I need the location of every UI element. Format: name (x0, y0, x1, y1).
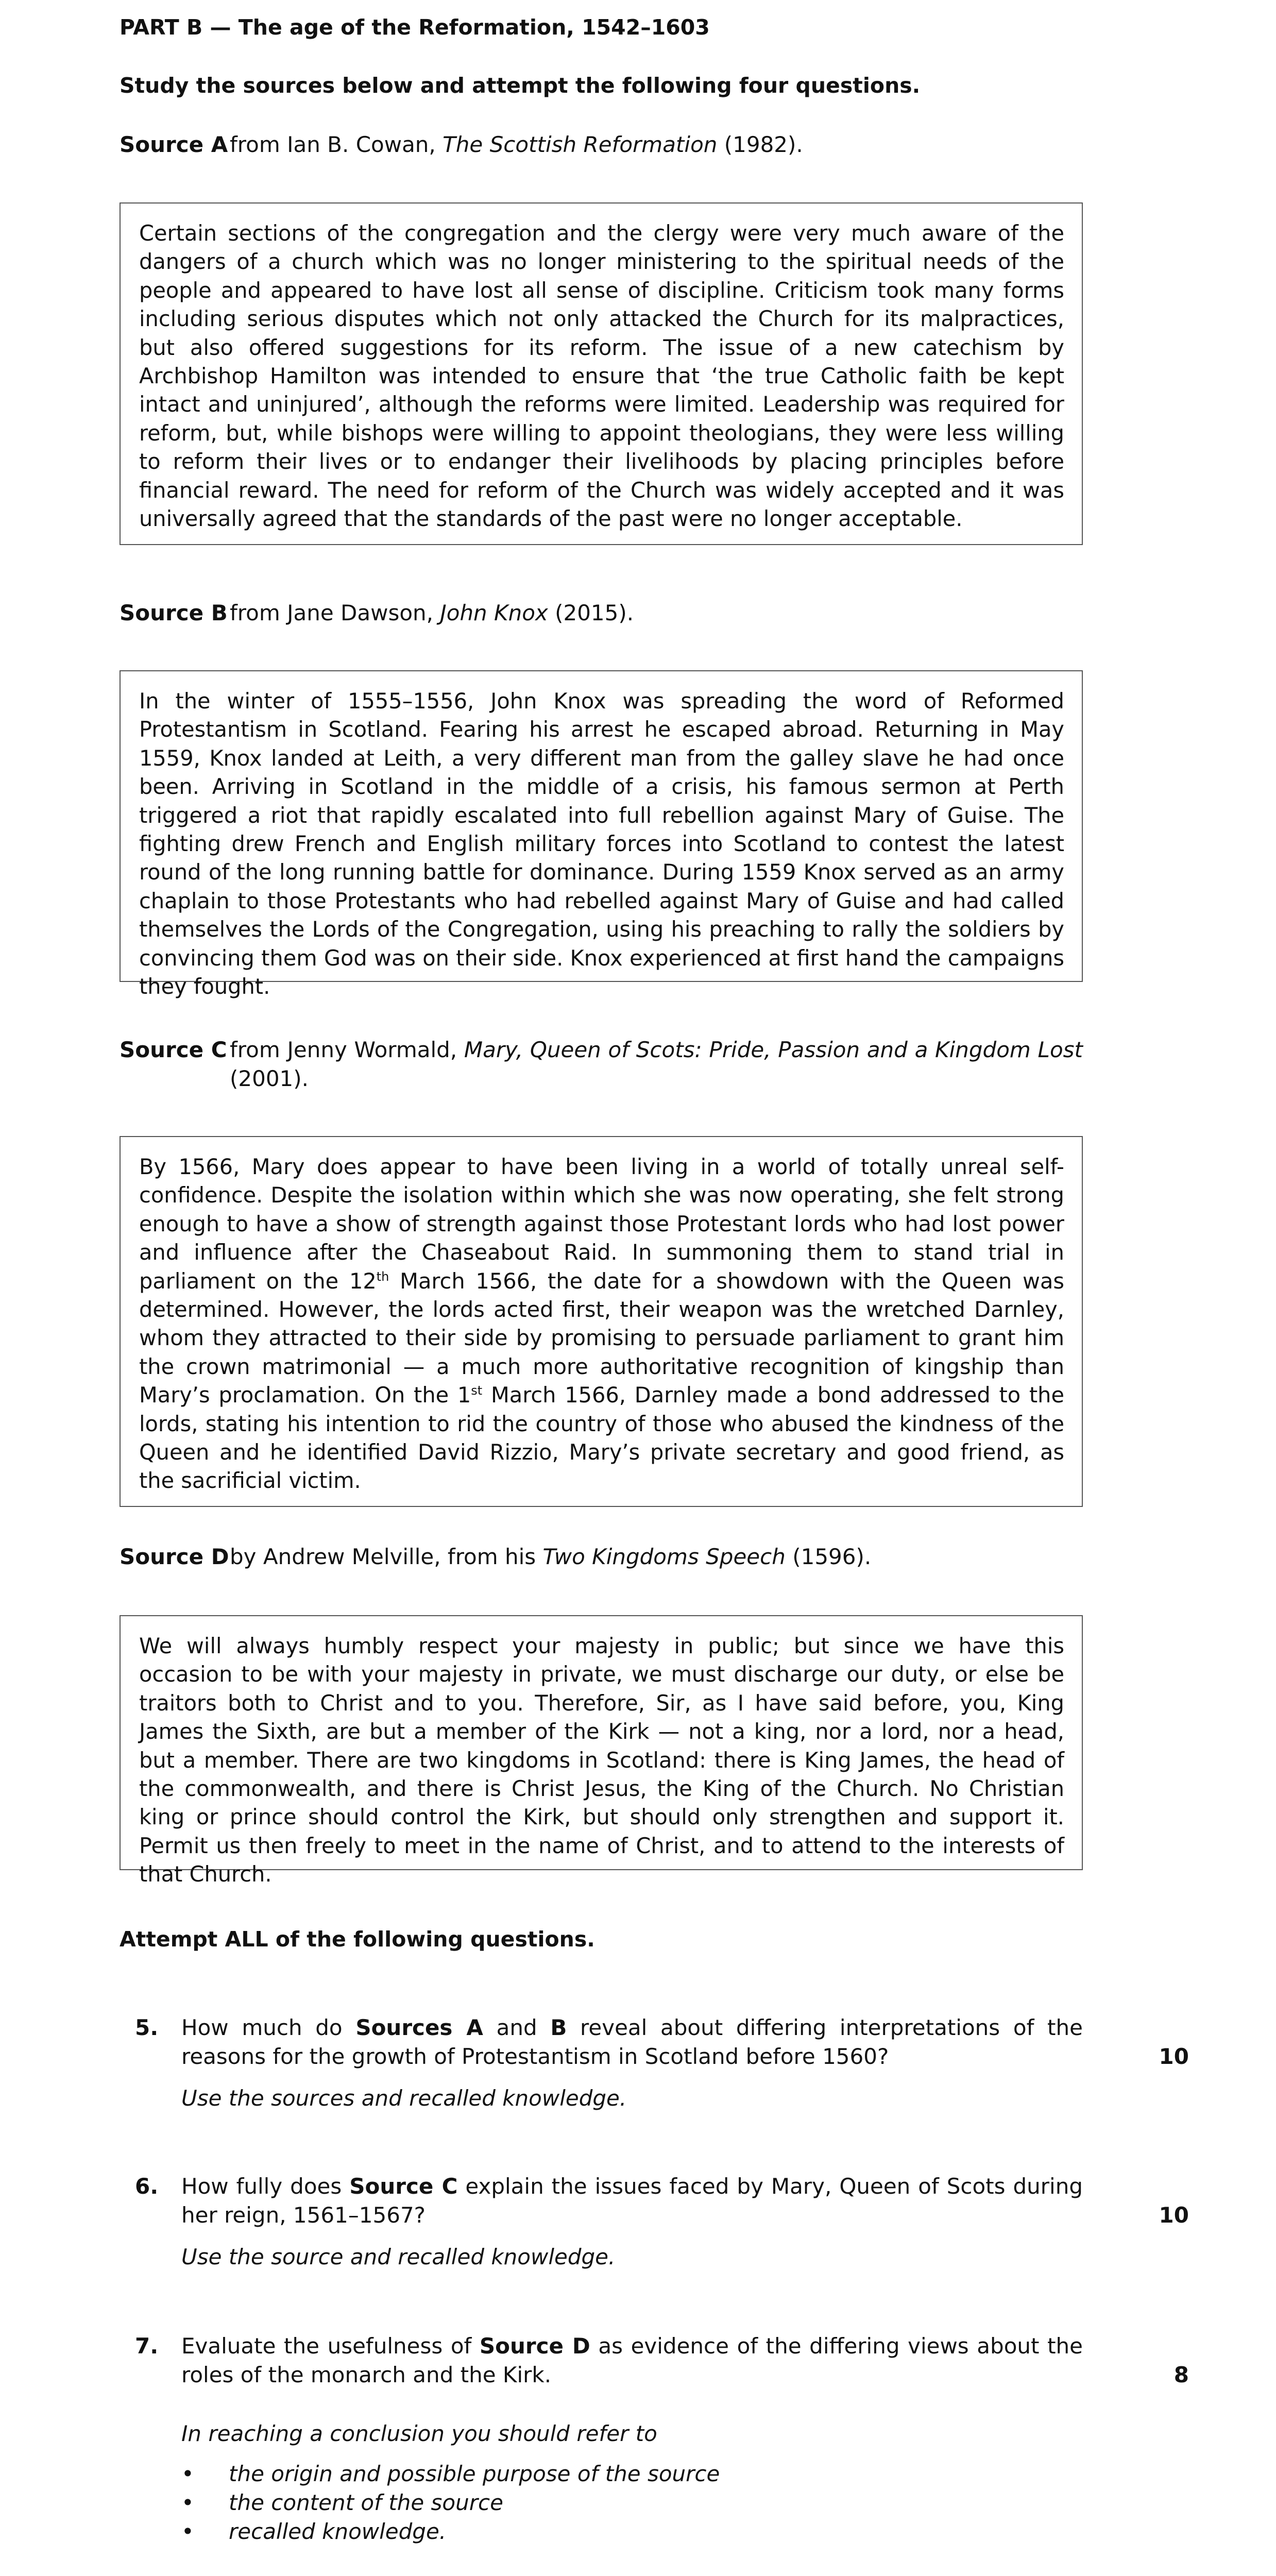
source-d-text: We will always humbly respect your majesty in public; but since we have this occasion to be with your majesty in private, we must discharge our duty, or else be traitors both to Christ and to you. Therefore, Sir, as I have said before, you, King James the Sixth, are but a member of the Kirk — not a king, nor a lord, nor a head, but a member. There are two kingdoms in Scotland: there is King James, the head of the commonwealth, and there is Christ Jesus, the King of the Church. No Christian king or prince should control the Kirk, but should only strengthen and support it. Permit us then freely to meet in the name of Christ, and to attend to the interests of that Church. (139, 1633, 1064, 1887)
question-6-note: Use the source and recalled knowledge. (181, 2244, 616, 2269)
source-a-box (120, 202, 1083, 545)
question-6-marks: 10 (1159, 2202, 1189, 2228)
source-d-label: Source D (120, 1544, 229, 1569)
source-b-label: Source B (120, 600, 228, 625)
question-5-marks: 10 (1159, 2044, 1189, 2069)
question-6-number: 6. (135, 2174, 159, 2199)
section-title: PART B — The age of the Reformation, 1542–1603 (120, 15, 710, 40)
question-7-bullet: • recalled knowledge. (181, 2517, 1057, 2546)
source-c-box (120, 1136, 1083, 1507)
question-5-number: 5. (135, 2015, 159, 2040)
source-c-attribution: Source C from Jenny Wormald, Mary, Queen of Scots: Pride, Passion and a Kingdom Lost (2001). (120, 1036, 1083, 1093)
question-7-bullet: • the content of the source (181, 2488, 1057, 2517)
question-7-note: In reaching a conclusion you should refer to (181, 2421, 657, 2446)
source-a-label: Source A (120, 132, 228, 157)
question-7-number: 7. (135, 2333, 159, 2359)
question-7-bullets (181, 2460, 1057, 2546)
source-b-box (120, 670, 1083, 999)
source-c-work: Mary, Queen of Scots: Pride, Passion and a Kingdom Lost (464, 1037, 1083, 1062)
source-b-text: In the winter of 1555–1556, John Knox was spreading the word of Reformed Protestantism in Scotland. Fearing his arrest he escaped abroad. Returning in May 1559, Knox landed at Leith, a very different man from the galley slave he had once been. Arriving in Scotland in the middle of a crisis, his famous sermon at Perth triggered a riot that rapidly escalated into full rebellion against Mary of Guise. The fighting drew French and English military forces into Scotland to contest the latest round of the long running battle for dominance. During 1559 Knox served as an army chaplain to those Protestants who had rebelled against Mary of Guise and had called themselves the Lords of the Congregation, using his preaching to rally the soldiers by convincing them God was on their side. Knox experienced at first hand the campaigns they fought. (139, 688, 1064, 999)
source-d-box (120, 1615, 1083, 1887)
source-a-attribution: Source Afrom Ian B. Cowan, The Scottish Reformation (1982). (120, 130, 1083, 159)
source-d-attribution: Source Dby Andrew Melville, from his Two Kingdoms Speech (1596). (120, 1543, 1083, 1571)
question-6-text: How fully does Source C explain the issues faced by Mary, Queen of Scots during her reign, 1561–1567? (181, 2174, 1083, 2228)
question-7-text: Evaluate the usefulness of Source D as evidence of the differing views about the roles of the monarch and the Kirk. (181, 2333, 1083, 2387)
source-a-work: The Scottish Reformation (443, 132, 718, 157)
source-a-text: Certain sections of the congregation and the clergy were very much aware of the dangers of a church which was no longer ministering to the spiritual needs of the people and appeared to have lost all sense of discipline. Criticism took many forms including serious disputes which not only attacked the Church for its malpractices, but also offered suggestions for its reform. The issue of a new catechism by Archbishop Hamilton was intended to ensure that ‘the true Catholic faith be kept intact and uninjured’, although the reforms were limited. Leadership was required for reform, but, while bishops were willing to appoint theologians, they were less willing to reform their lives or to endanger their livelihoods by placing principles before financial reward. The need for reform of the Church was widely accepted and it was universally agreed that the standards of the past were no longer acceptable. (139, 221, 1064, 532)
question-7-marks: 8 (1173, 2362, 1189, 2387)
question-5-note: Use the sources and recalled knowledge. (181, 2086, 627, 2111)
source-b-attribution: Source B from Jane Dawson, John Knox (2015). (120, 599, 1083, 628)
question-5-text: How much do Sources A and B reveal about differing interpretations of the reasons for the growth of Protestantism in Scotland before 1560? (181, 2015, 1083, 2069)
questions-heading: Attempt ALL of the following questions. (120, 1927, 595, 1952)
source-c-label: Source C (120, 1037, 227, 1062)
source-c-text: By 1566, Mary does appear to have been living in a world of totally unreal self-confidence. Despite the isolation within which she was now operating, she felt strong enough to have a show of strength against those Protestant lords who had lost power and influence after the Chaseabout Raid. In summoning them to stand trial in parliament on the 12th March 1566, the date for a showdown with the Queen was determined. However, the lords acted first, their weapon was the wretched Darnley, whom they attracted to their side by promising to persuade parliament to grant him the crown matrimonial — a much more authoritative recognition of kingship than Mary’s proclamation. On the 1st March 1566, Darnley made a bond addressed to the lords, stating his intention to rid the country of those who abused the kindness of the Queen and he identified David Rizzio, Mary’s private secretary and good friend, as the sacrificial victim. (139, 1154, 1065, 1494)
question-7-bullet: • the origin and possible purpose of the source (181, 2460, 1057, 2488)
source-d-work: Two Kingdoms Speech (542, 1544, 786, 1569)
section-instruction: Study the sources below and attempt the following four questions. (120, 73, 921, 98)
source-b-work: John Knox (440, 600, 548, 625)
